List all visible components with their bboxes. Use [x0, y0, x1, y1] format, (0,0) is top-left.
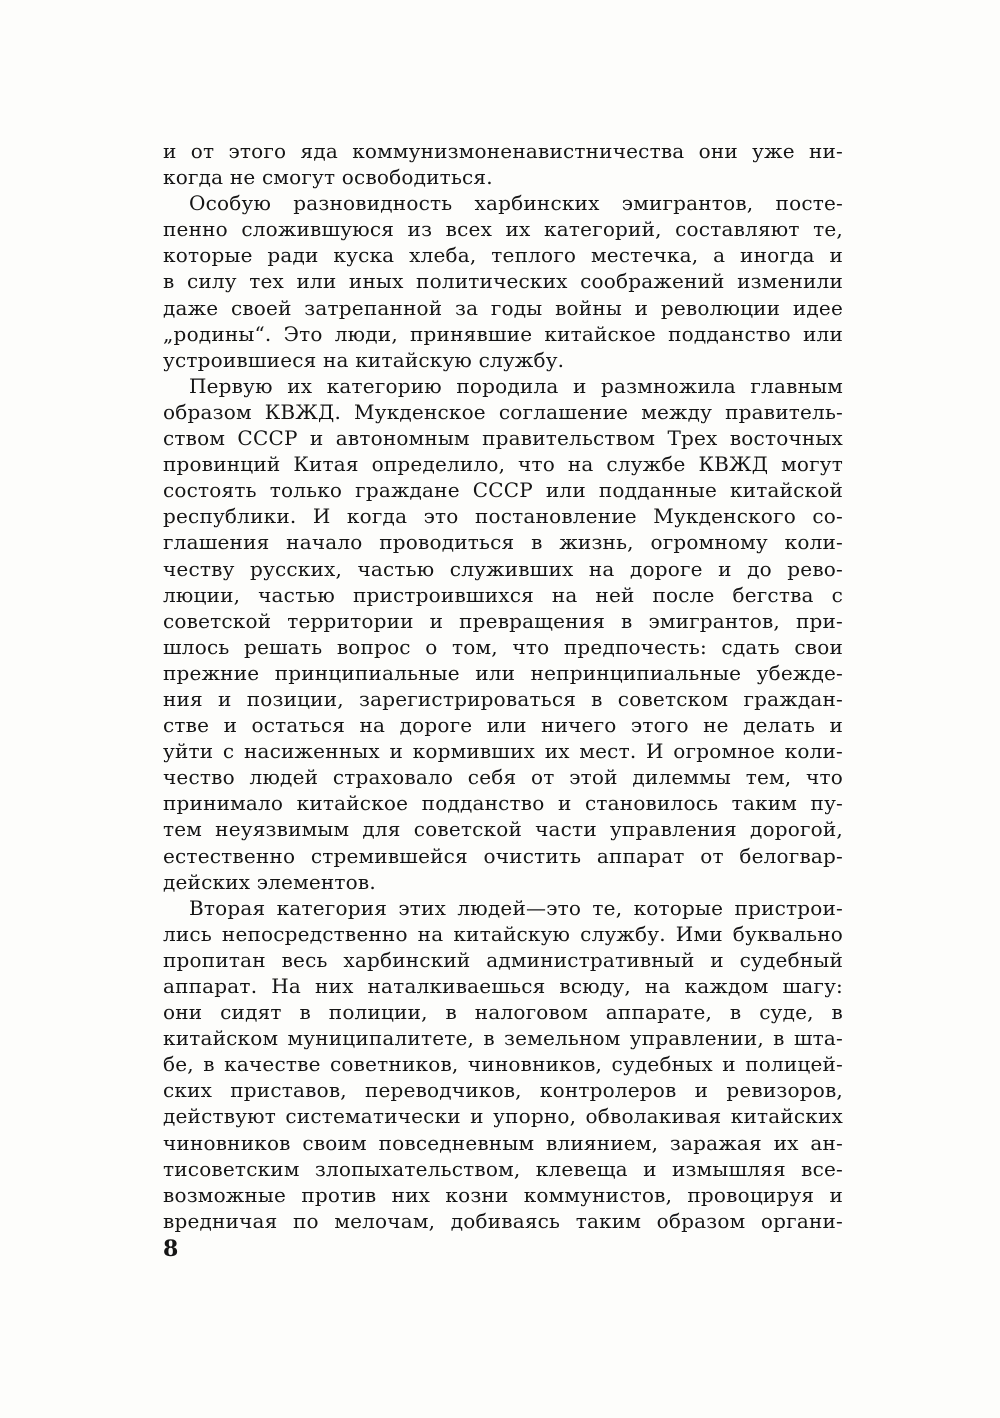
text-line: республики. И когда это постановление Мукденского со-	[163, 504, 843, 529]
text-line: люции, частью пристроившихся на ней после бегства с	[163, 582, 843, 607]
text-line: честву русских, частью служивших на дороге и до рево-	[163, 556, 843, 581]
text-line: Вторая категория этих людей—это те, которые пристрои-	[189, 895, 843, 920]
text-line: состоять только граждане СССР или подданные китайской	[163, 478, 843, 503]
text-line: дейских элементов.	[163, 869, 376, 894]
text-line: китайском муниципалитете, в земельном управлении, в шта-	[163, 1026, 843, 1051]
text-line: бе, в качестве советников, чиновников, судебных и полицей-	[163, 1052, 843, 1077]
text-line: шлось решать вопрос о том, что предпочесть: сдать свои	[163, 634, 843, 659]
text-line: советской территории и превращения в эмигрантов, при-	[163, 608, 843, 633]
text-line: ством СССР и автономным правительством Трех восточных	[163, 426, 843, 451]
text-line: образом КВЖД. Мукденское соглашение между правитель-	[163, 399, 843, 424]
text-line: когда не смогут освободиться.	[163, 165, 493, 190]
body-text	[163, 138, 843, 1234]
text-line: они сидят в полиции, в налоговом аппарате, в суде, в	[163, 1000, 843, 1025]
text-line: стве и остаться на дороге или ничего этого не делать и	[163, 713, 843, 738]
text-line: лись непосредственно на китайскую службу. Ими буквально	[163, 921, 843, 946]
text-line: вредничая по мелочам, добиваясь таким образом органи-	[163, 1208, 843, 1233]
text-line: естественно стремившейся очистить аппарат от белогвар-	[163, 843, 843, 868]
text-line: чество людей страховало себя от этой дилеммы тем, что	[163, 765, 843, 790]
text-line: „родины“. Это люди, принявшие китайское подданство или	[163, 321, 843, 346]
text-line: ния и позиции, зарегистрироваться в советском граждан-	[163, 686, 843, 711]
text-line: провинций Китая определило, что на службе КВЖД могут	[163, 452, 843, 477]
text-line: и от этого яда коммунизмоненавистничества они уже ни-	[163, 139, 843, 163]
text-line: прежние принципиальные или непринципиальные убежде-	[163, 660, 843, 685]
text-line: возможные против них козни коммунистов, провоцируя и	[163, 1182, 843, 1207]
text-line: чиновников своим повседневным влиянием, заражая их ан-	[163, 1130, 843, 1155]
text-line: в силу тех или иных политических соображений изменили	[163, 269, 843, 294]
text-line: пенно сложившуюся из всех их категорий, составляют те,	[163, 217, 843, 242]
text-line: Особую разновидность харбинских эмигрантов, посте-	[189, 191, 843, 216]
page-number: 8	[163, 1236, 179, 1262]
text-line: уйти с насиженных и кормивших их мест. И огромное коли-	[163, 739, 843, 764]
text-line: устроившиеся на китайскую службу.	[163, 347, 565, 372]
text-line: тисоветским злопыхательством, клевеща и измышляя все-	[163, 1156, 843, 1181]
text-line: которые ради куска хлеба, теплого местечка, а иногда и	[163, 243, 843, 268]
text-line: действуют систематически и упорно, обволакивая китайских	[163, 1104, 843, 1129]
text-line: даже своей затрепанной за годы войны и революции идее	[163, 295, 843, 320]
text-line: пропитан весь харбинский административный и судебный	[163, 947, 843, 972]
text-line: Первую их категорию породила и размножила главным	[189, 373, 843, 398]
text-line: ских приставов, переводчиков, контролеров и ревизоров,	[163, 1078, 843, 1103]
text-line: принимало китайское подданство и становилось таким пу-	[163, 791, 843, 816]
text-line: аппарат. На них наталкиваешься всюду, на каждом шагу:	[163, 974, 843, 998]
text-line: глашения начало проводиться в жизнь, огромному коли-	[163, 530, 843, 555]
text-line: тем неуязвимым для советской части управления дорогой,	[163, 817, 843, 842]
